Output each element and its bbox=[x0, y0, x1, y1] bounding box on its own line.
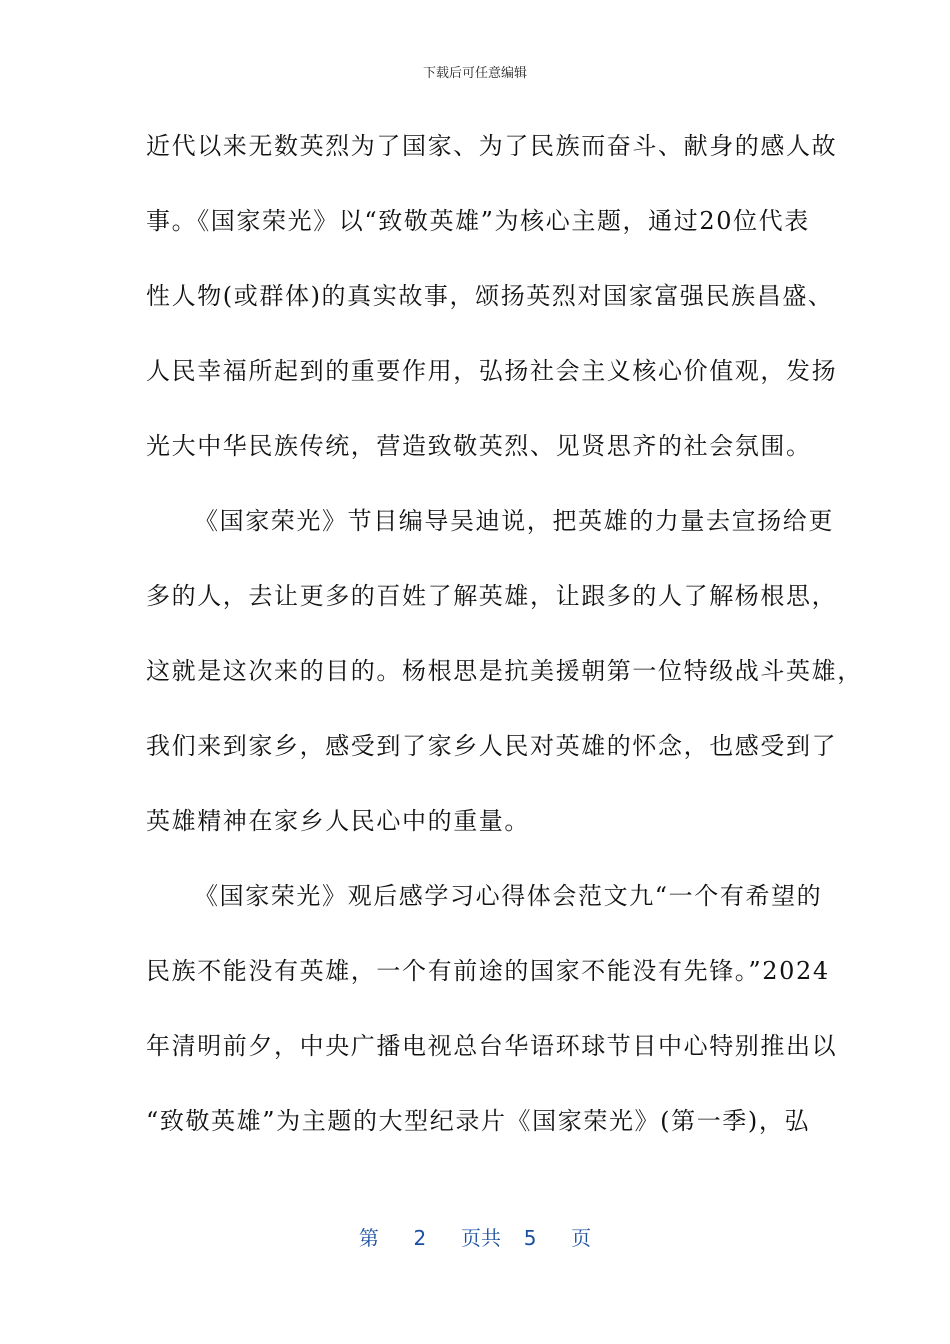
text-line: 我们来到家乡，感受到了家乡人民对英雄的怀念，也感受到了 bbox=[146, 732, 838, 760]
text-line: 近代以来无数英烈为了国家、为了民族而奋斗、献身的感人故 bbox=[146, 132, 838, 160]
text-line: 年清明前夕，中央广播电视总台华语环球节目中心特别推出以 bbox=[146, 1032, 838, 1060]
text-line: 英雄精神在家乡人民心中的重量。 bbox=[146, 807, 530, 835]
paragraph-start-line: 《国家荣光》节目编导吴迪说，把英雄的力量去宣扬给更 bbox=[194, 507, 834, 535]
page-number-footer bbox=[0, 1224, 950, 1252]
text-line: 性人物(或群体)的真实故事，颂扬英烈对国家富强民族昌盛、 bbox=[146, 282, 834, 310]
page-suffix: 页 bbox=[571, 1226, 592, 1250]
paragraph-start-line: 《国家荣光》观后感学习心得体会范文九“一个有希望的 bbox=[194, 882, 823, 910]
text-line: “致敬英雄”为主题的大型纪录片《国家荣光》(第一季)，弘 bbox=[146, 1107, 811, 1135]
text-line: 事。《国家荣光》以“致敬英雄”为核心主题，通过20位代表 bbox=[146, 207, 810, 235]
page-mid-text: 页共 bbox=[461, 1226, 501, 1250]
text-line: 人民幸福所起到的重要作用，弘扬社会主义核心价值观，发扬 bbox=[146, 357, 838, 385]
current-page-number: 2 bbox=[413, 1226, 427, 1250]
text-line: 光大中华民族传统，营造致敬英烈、见贤思齐的社会氛围。 bbox=[146, 432, 812, 460]
text-line: 这就是这次来的目的。杨根思是抗美援朝第一位特级战斗英雄， bbox=[146, 657, 863, 685]
download-note-header: 下载后可任意编辑 bbox=[422, 66, 527, 81]
text-line: 民族不能没有英雄，一个有前途的国家不能没有先锋。”2024 bbox=[146, 957, 830, 985]
page-prefix: 第 bbox=[358, 1226, 379, 1250]
total-page-count: 5 bbox=[523, 1226, 537, 1250]
text-line: 多的人，去让更多的百姓了解英雄，让跟多的人了解杨根思， bbox=[146, 582, 838, 610]
